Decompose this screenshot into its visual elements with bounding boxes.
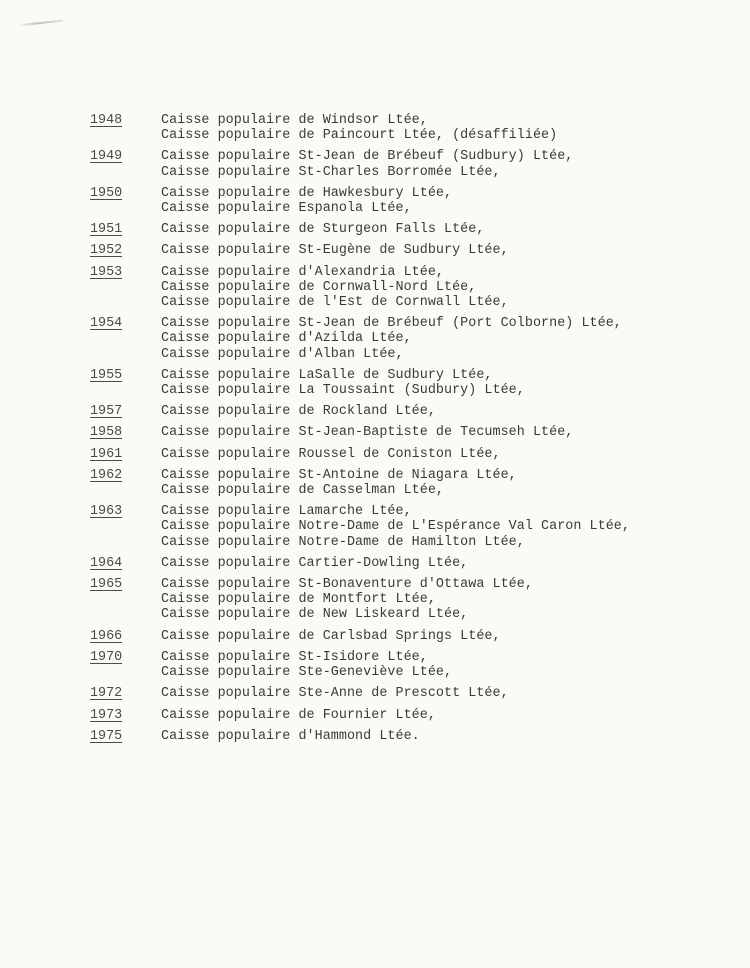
caisse-name: Caisse populaire d'Hammond Ltée. (161, 728, 420, 744)
caisse-name: Caisse populaire St-Jean de Brébeuf (Sudbury) Ltée, (161, 149, 574, 165)
entry-year: 1957 (90, 404, 123, 420)
list-entry (90, 577, 710, 623)
list-entry (90, 243, 710, 258)
entry-year: 1963 (90, 504, 123, 520)
list-entry (90, 468, 710, 498)
entry-year: 1955 (90, 367, 123, 383)
entry-lines (161, 629, 710, 644)
list-entry (90, 186, 710, 216)
list-entry (90, 425, 710, 440)
entry-year: 1964 (90, 555, 123, 571)
list-entry (90, 316, 710, 362)
caisse-name: Caisse populaire St-Isidore Ltée, (161, 649, 428, 665)
entry-lines (161, 504, 710, 550)
entry-lines (161, 243, 710, 258)
entry-lines (161, 650, 710, 680)
entry-year: 1952 (90, 243, 123, 259)
entry-lines (161, 729, 710, 744)
caisse-name: Caisse populaire de Hawkesbury Ltée, (161, 185, 453, 201)
list-entry (90, 368, 710, 398)
entry-lines (161, 316, 710, 362)
entry-lines (161, 468, 710, 498)
list-entry (90, 686, 710, 701)
entry-year: 1961 (90, 446, 123, 462)
entry-year: 1962 (90, 467, 123, 483)
entry-lines (161, 686, 710, 701)
caisse-name: Caisse populaire St-Antoine de Niagara Ltée, (161, 467, 517, 483)
caisse-name: Caisse populaire de Windsor Ltée, (161, 113, 428, 128)
entry-year: 1948 (90, 113, 123, 128)
list-entry (90, 708, 710, 723)
entry-lines (161, 186, 710, 216)
list-entry (90, 222, 710, 237)
list-entry (90, 149, 710, 179)
caisse-name: Caisse populaire d'Alexandria Ltée, (161, 264, 444, 280)
caisse-name: Caisse populaire Espanola Ltée, (161, 201, 412, 217)
entry-lines (161, 404, 710, 419)
entry-year: 1973 (90, 707, 123, 723)
list-entry (90, 629, 710, 644)
caisse-name: Caisse populaire Ste-Anne de Prescott Ltée, (161, 686, 509, 702)
entry-lines (161, 222, 710, 237)
list-entry (90, 265, 710, 311)
entry-lines (161, 149, 710, 179)
caisse-name: Caisse populaire Notre-Dame de L'Espérance Val Caron Ltée, (161, 519, 630, 535)
entry-lines (161, 425, 710, 440)
caisse-name: Caisse populaire Cartier-Dowling Ltée, (161, 555, 469, 571)
caisse-name: Caisse populaire St-Jean de Brébeuf (Port Colborne) Ltée, (161, 316, 622, 332)
list-entry (90, 447, 710, 462)
entry-year: 1975 (90, 728, 123, 744)
list-entry (90, 650, 710, 680)
entry-year: 1953 (90, 264, 123, 280)
entry-year: 1965 (90, 577, 123, 593)
list-entry (90, 729, 710, 744)
list-entry (90, 113, 710, 143)
list-entry (90, 404, 710, 419)
caisse-name: Caisse populaire Ste-Geneviève Ltée, (161, 665, 453, 681)
caisse-name: Caisse populaire de New Liskeard Ltée, (161, 607, 469, 623)
caisse-name: Caisse populaire de Carlsbad Springs Ltée, (161, 628, 501, 644)
entry-year: 1950 (90, 185, 123, 201)
caisse-name: Caisse populaire d'Alban Ltée, (161, 346, 404, 362)
caisse-name: Caisse populaire de Rockland Ltée, (161, 404, 436, 420)
caisse-name: Caisse populaire St-Bonaventure d'Ottawa Ltée, (161, 577, 533, 593)
caisse-name: Caisse populaire de Sturgeon Falls Ltée, (161, 222, 485, 238)
caisse-name: Caisse populaire St-Jean-Baptiste de Tecumseh Ltée, (161, 425, 574, 441)
caisse-name: Caisse populaire de Montfort Ltée, (161, 592, 436, 608)
caisse-name: Caisse populaire de Cornwall-Nord Ltée, (161, 279, 477, 295)
caisse-name: Caisse populaire de Casselman Ltée, (161, 483, 444, 499)
caisse-name: Caisse populaire Roussel de Coniston Ltée, (161, 446, 501, 462)
caisse-name: Caisse populaire St-Charles Borromée Ltée, (161, 164, 501, 180)
caisse-name: Caisse populaire La Toussaint (Sudbury) Ltée, (161, 383, 525, 399)
caisse-name: Caisse populaire St-Eugène de Sudbury Ltée, (161, 243, 509, 259)
entry-lines (161, 708, 710, 723)
entry-year: 1970 (90, 649, 123, 665)
entry-lines (161, 556, 710, 571)
entry-year: 1951 (90, 222, 123, 238)
caisse-name: Caisse populaire Lamarche Ltée, (161, 504, 412, 520)
entry-lines (161, 265, 710, 311)
entry-lines (161, 368, 710, 398)
entry-year: 1949 (90, 149, 123, 165)
entry-year: 1972 (90, 686, 123, 702)
caisse-list (90, 113, 710, 750)
entry-year: 1954 (90, 316, 123, 332)
caisse-name: Caisse populaire d'Azilda Ltée, (161, 331, 412, 347)
paper-mark (18, 20, 63, 27)
caisse-name: Caisse populaire de Paincourt Ltée, (désaffiliée) (161, 128, 558, 144)
entry-lines (161, 447, 710, 462)
entry-year: 1966 (90, 628, 123, 644)
caisse-name: Caisse populaire de Fournier Ltée, (161, 707, 436, 723)
list-entry (90, 556, 710, 571)
list-entry (90, 504, 710, 550)
entry-lines (161, 113, 710, 143)
caisse-name: Caisse populaire LaSalle de Sudbury Ltée, (161, 367, 493, 383)
entry-lines (161, 577, 710, 623)
caisse-name: Caisse populaire Notre-Dame de Hamilton Ltée, (161, 534, 525, 550)
caisse-name: Caisse populaire de l'Est de Cornwall Ltée, (161, 295, 509, 311)
entry-year: 1958 (90, 425, 123, 441)
